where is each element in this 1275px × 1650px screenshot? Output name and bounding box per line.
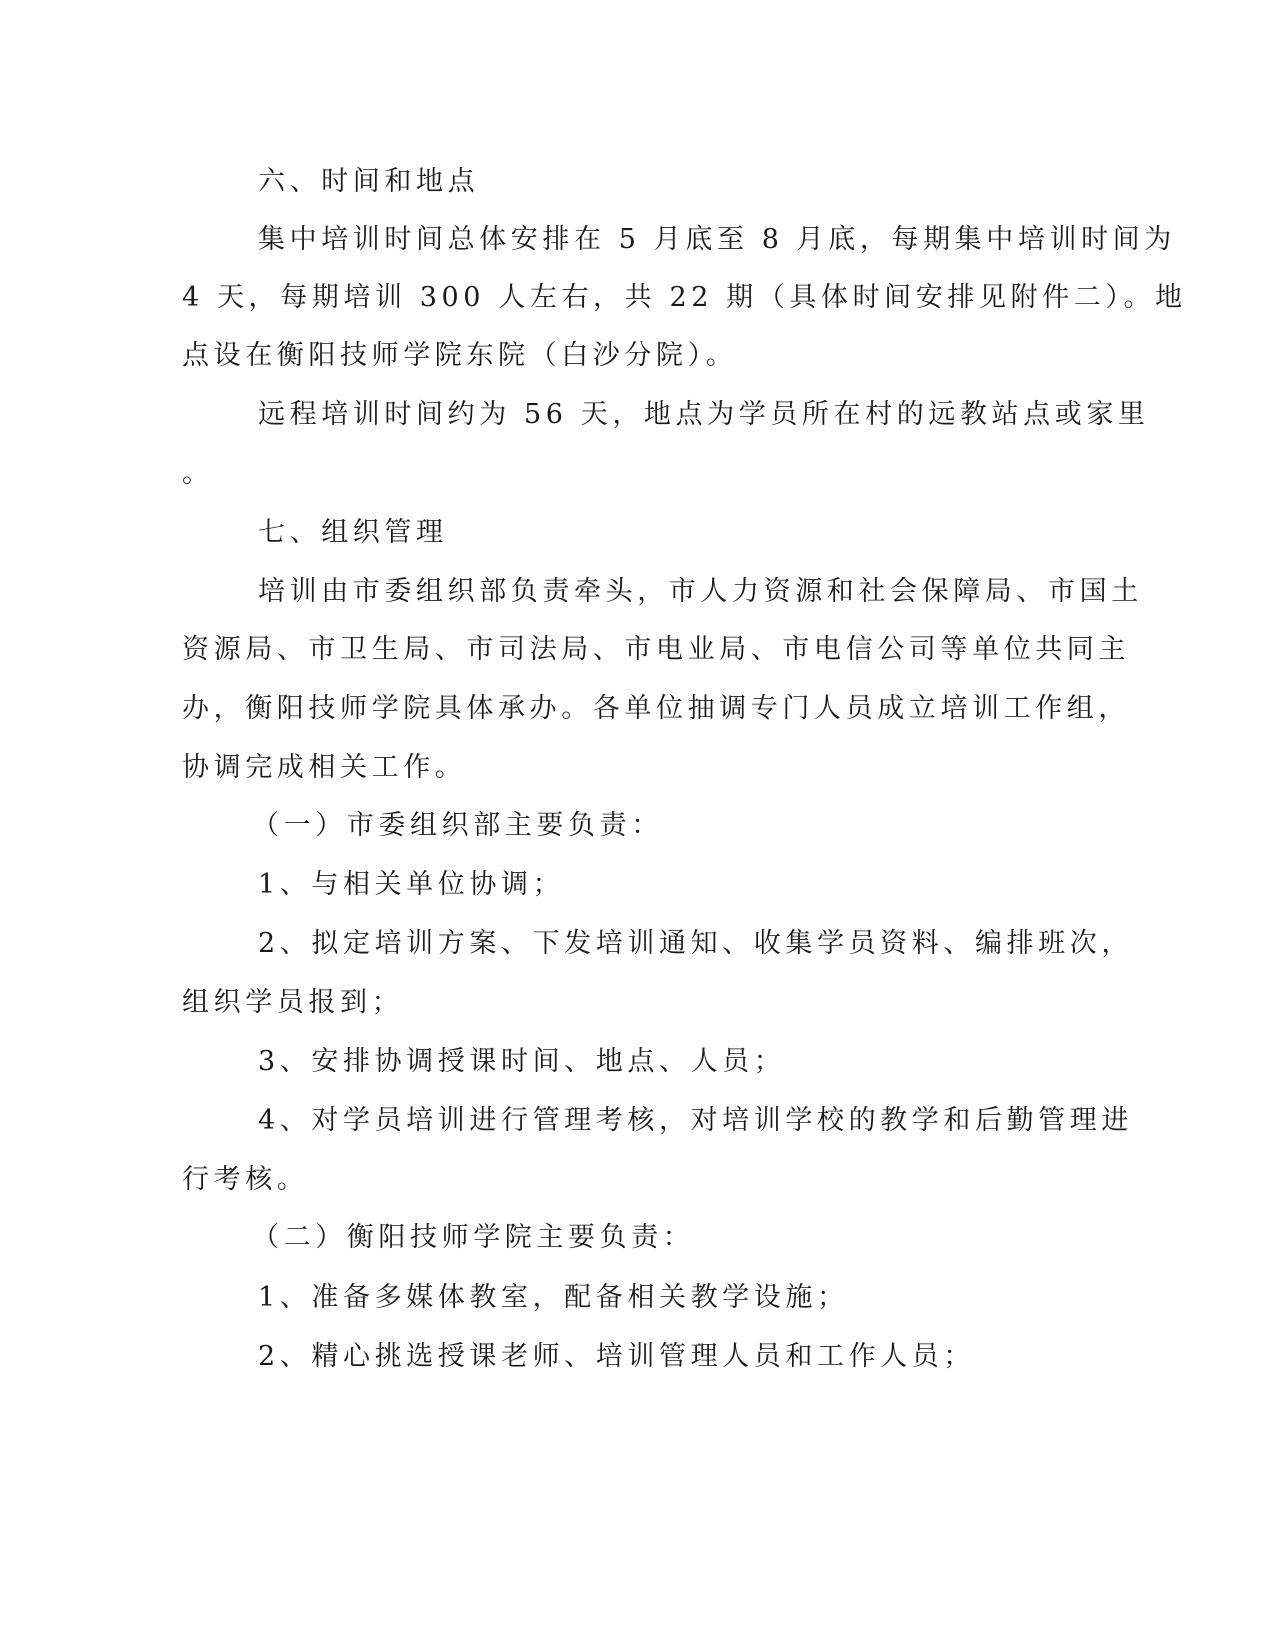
- subsection-heading: （一）市委组织部主要负责：: [252, 810, 663, 841]
- list-item: 3、安排协调授课时间、地点、人员；: [258, 1046, 786, 1077]
- paragraph-line: 培训由市委组织部负责牵头，市人力资源和社会保障局、市国土: [258, 576, 1143, 607]
- list-item: 2、拟定培训方案、下发培训通知、收集学员资料、编排班次，: [258, 928, 1133, 959]
- paragraph-line: 点设在衡阳技师学院东院（白沙分院）。: [182, 340, 738, 371]
- list-item: 1、准备多媒体教室，配备相关教学设施；: [258, 1282, 849, 1313]
- list-item-continuation: 组织学员报到；: [182, 987, 404, 1018]
- list-item: 4、对学员培训进行管理考核，对培训学校的教学和后勤管理进: [258, 1105, 1133, 1136]
- paragraph-line: 远程培训时间约为 56 天，地点为学员所在村的远教站点或家里: [258, 399, 1150, 430]
- section-heading-organization: 七、组织管理: [258, 517, 448, 548]
- paragraph-line: 集中培训时间总体安排在 5 月底至 8 月底，每期集中培训时间为: [258, 224, 1176, 255]
- section-heading-time-location: 六、时间和地点: [258, 166, 480, 197]
- subsection-heading: （二）衡阳技师学院主要负责：: [252, 1222, 695, 1253]
- paragraph-line: 资源局、市卫生局、市司法局、市电业局、市电信公司等单位共同主: [182, 634, 1130, 665]
- list-item: 2、精心挑选授课老师、培训管理人员和工作人员；: [258, 1341, 975, 1372]
- paragraph-line: 协调完成相关工作。: [182, 752, 467, 783]
- list-item: 1、与相关单位协调；: [258, 869, 565, 900]
- paragraph-line: 。: [182, 458, 214, 489]
- paragraph-line: 4 天，每期培训 300 人左右，共 22 期（具体时间安排见附件二）。地: [182, 282, 1187, 313]
- list-item-continuation: 行考核。: [182, 1164, 309, 1195]
- paragraph-line: 办，衡阳技师学院具体承办。各单位抽调专门人员成立培训工作组，: [182, 693, 1130, 724]
